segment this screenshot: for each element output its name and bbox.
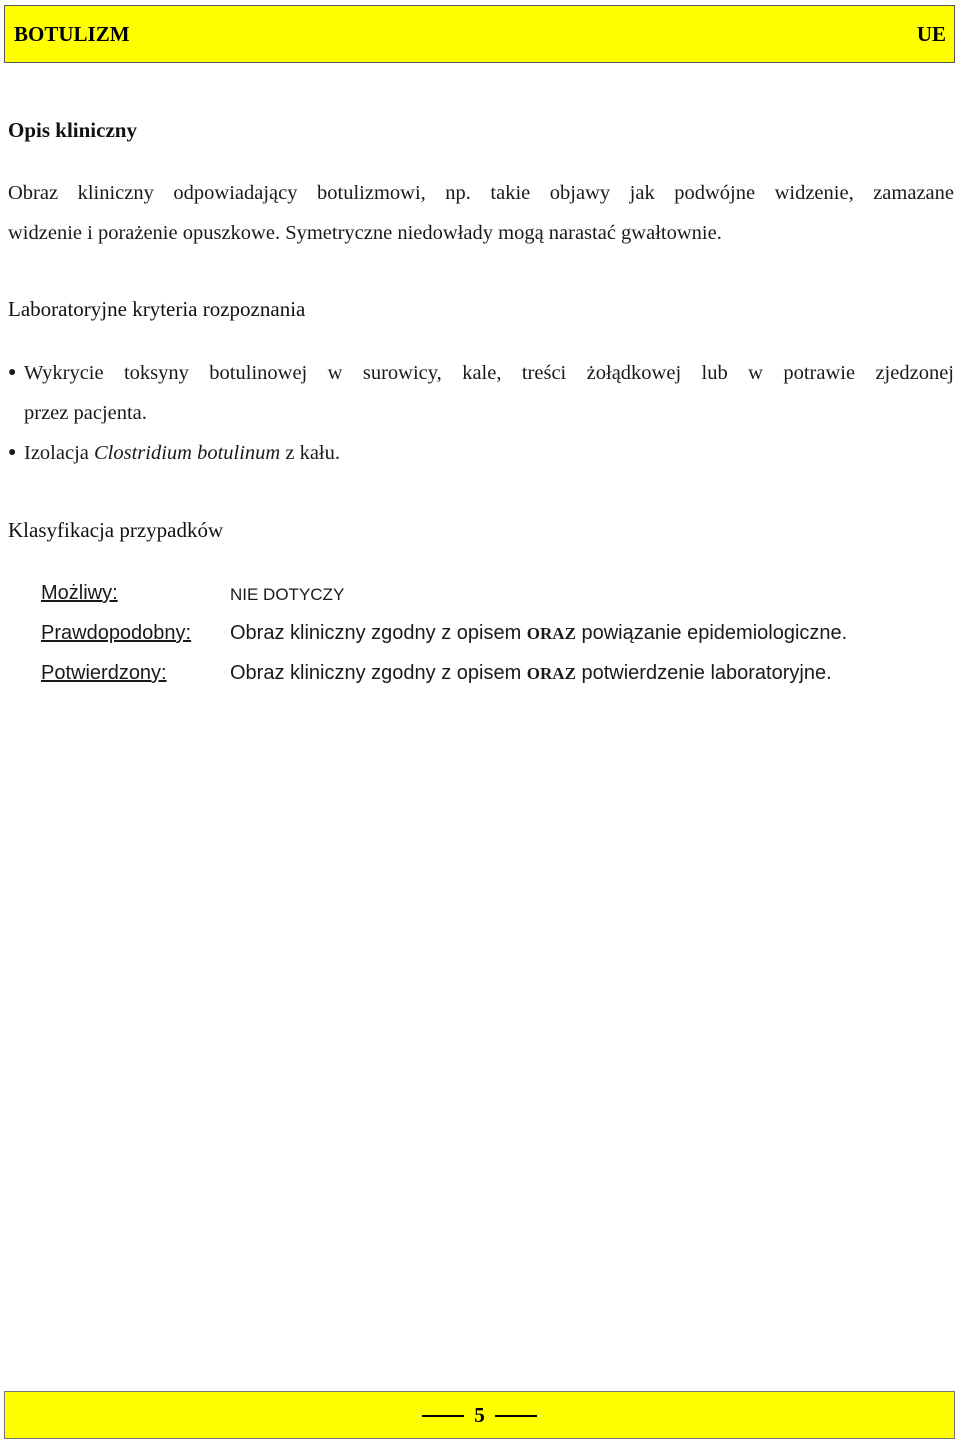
heading-opis-kliniczny: Opis kliniczny (8, 118, 137, 142)
paragraph-line: widzenie i porażenie opuszkowe. Symetryczne niedowłady mogą narastać gwałtownie. (8, 222, 722, 244)
keyword-oraz: ORAZ (526, 624, 576, 643)
keyword-oraz: ORAZ (526, 664, 576, 683)
bullet-item-isolation (8, 433, 954, 473)
bullet-text-line: Wykrycie toksyny botulinowej w surowicy, kale, treści żołądkowej lub w potrawie zjedzonej (24, 362, 954, 384)
value-text: Obraz kliniczny zgodny z opisem (230, 662, 527, 684)
footer-bar (4, 1391, 955, 1439)
page-number: 5 (474, 1402, 485, 1427)
classification-label-confirmed: Potwierdzony: (41, 662, 167, 684)
footer-dash-left (422, 1415, 464, 1417)
value-text: powiązanie epidemiologiczne. (575, 622, 848, 644)
paragraph-line: Obraz kliniczny odpowiadający botulizmowi, np. takie objawy jak podwójne widzenie, zamazane (8, 182, 954, 204)
classification-value-confirmed (230, 662, 832, 685)
classification-label-possible: Możliwy: (41, 582, 118, 604)
bacterium-name: Clostridium botulinum (94, 442, 281, 464)
classification-value-possible: NIE DOTYCZY (230, 585, 345, 604)
classification-label-probable: Prawdopodobny: (41, 622, 192, 644)
bullet-text-prefix: Izolacja (24, 442, 94, 464)
region-code: UE (916, 21, 946, 46)
bullet-text-suffix: z kału. (280, 442, 341, 464)
bullet-text-line: przez pacjenta. (24, 402, 147, 424)
heading-laboratory-criteria: Laboratoryjne kryteria rozpoznania (8, 297, 306, 321)
classification-value-probable (230, 622, 847, 645)
bullet-icon: ● (8, 445, 17, 460)
bullet-icon: ● (8, 365, 17, 380)
bullet-item-toxin (8, 353, 954, 433)
paragraph-opis (8, 173, 954, 253)
document-title: BOTULIZM (14, 21, 130, 46)
heading-case-classification: Klasyfikacja przypadków (8, 518, 224, 542)
value-text: Obraz kliniczny zgodny z opisem (230, 622, 527, 644)
value-text: potwierdzenie laboratoryjne. (575, 662, 832, 684)
footer-dash-right (495, 1415, 537, 1417)
header-bar (4, 5, 955, 63)
